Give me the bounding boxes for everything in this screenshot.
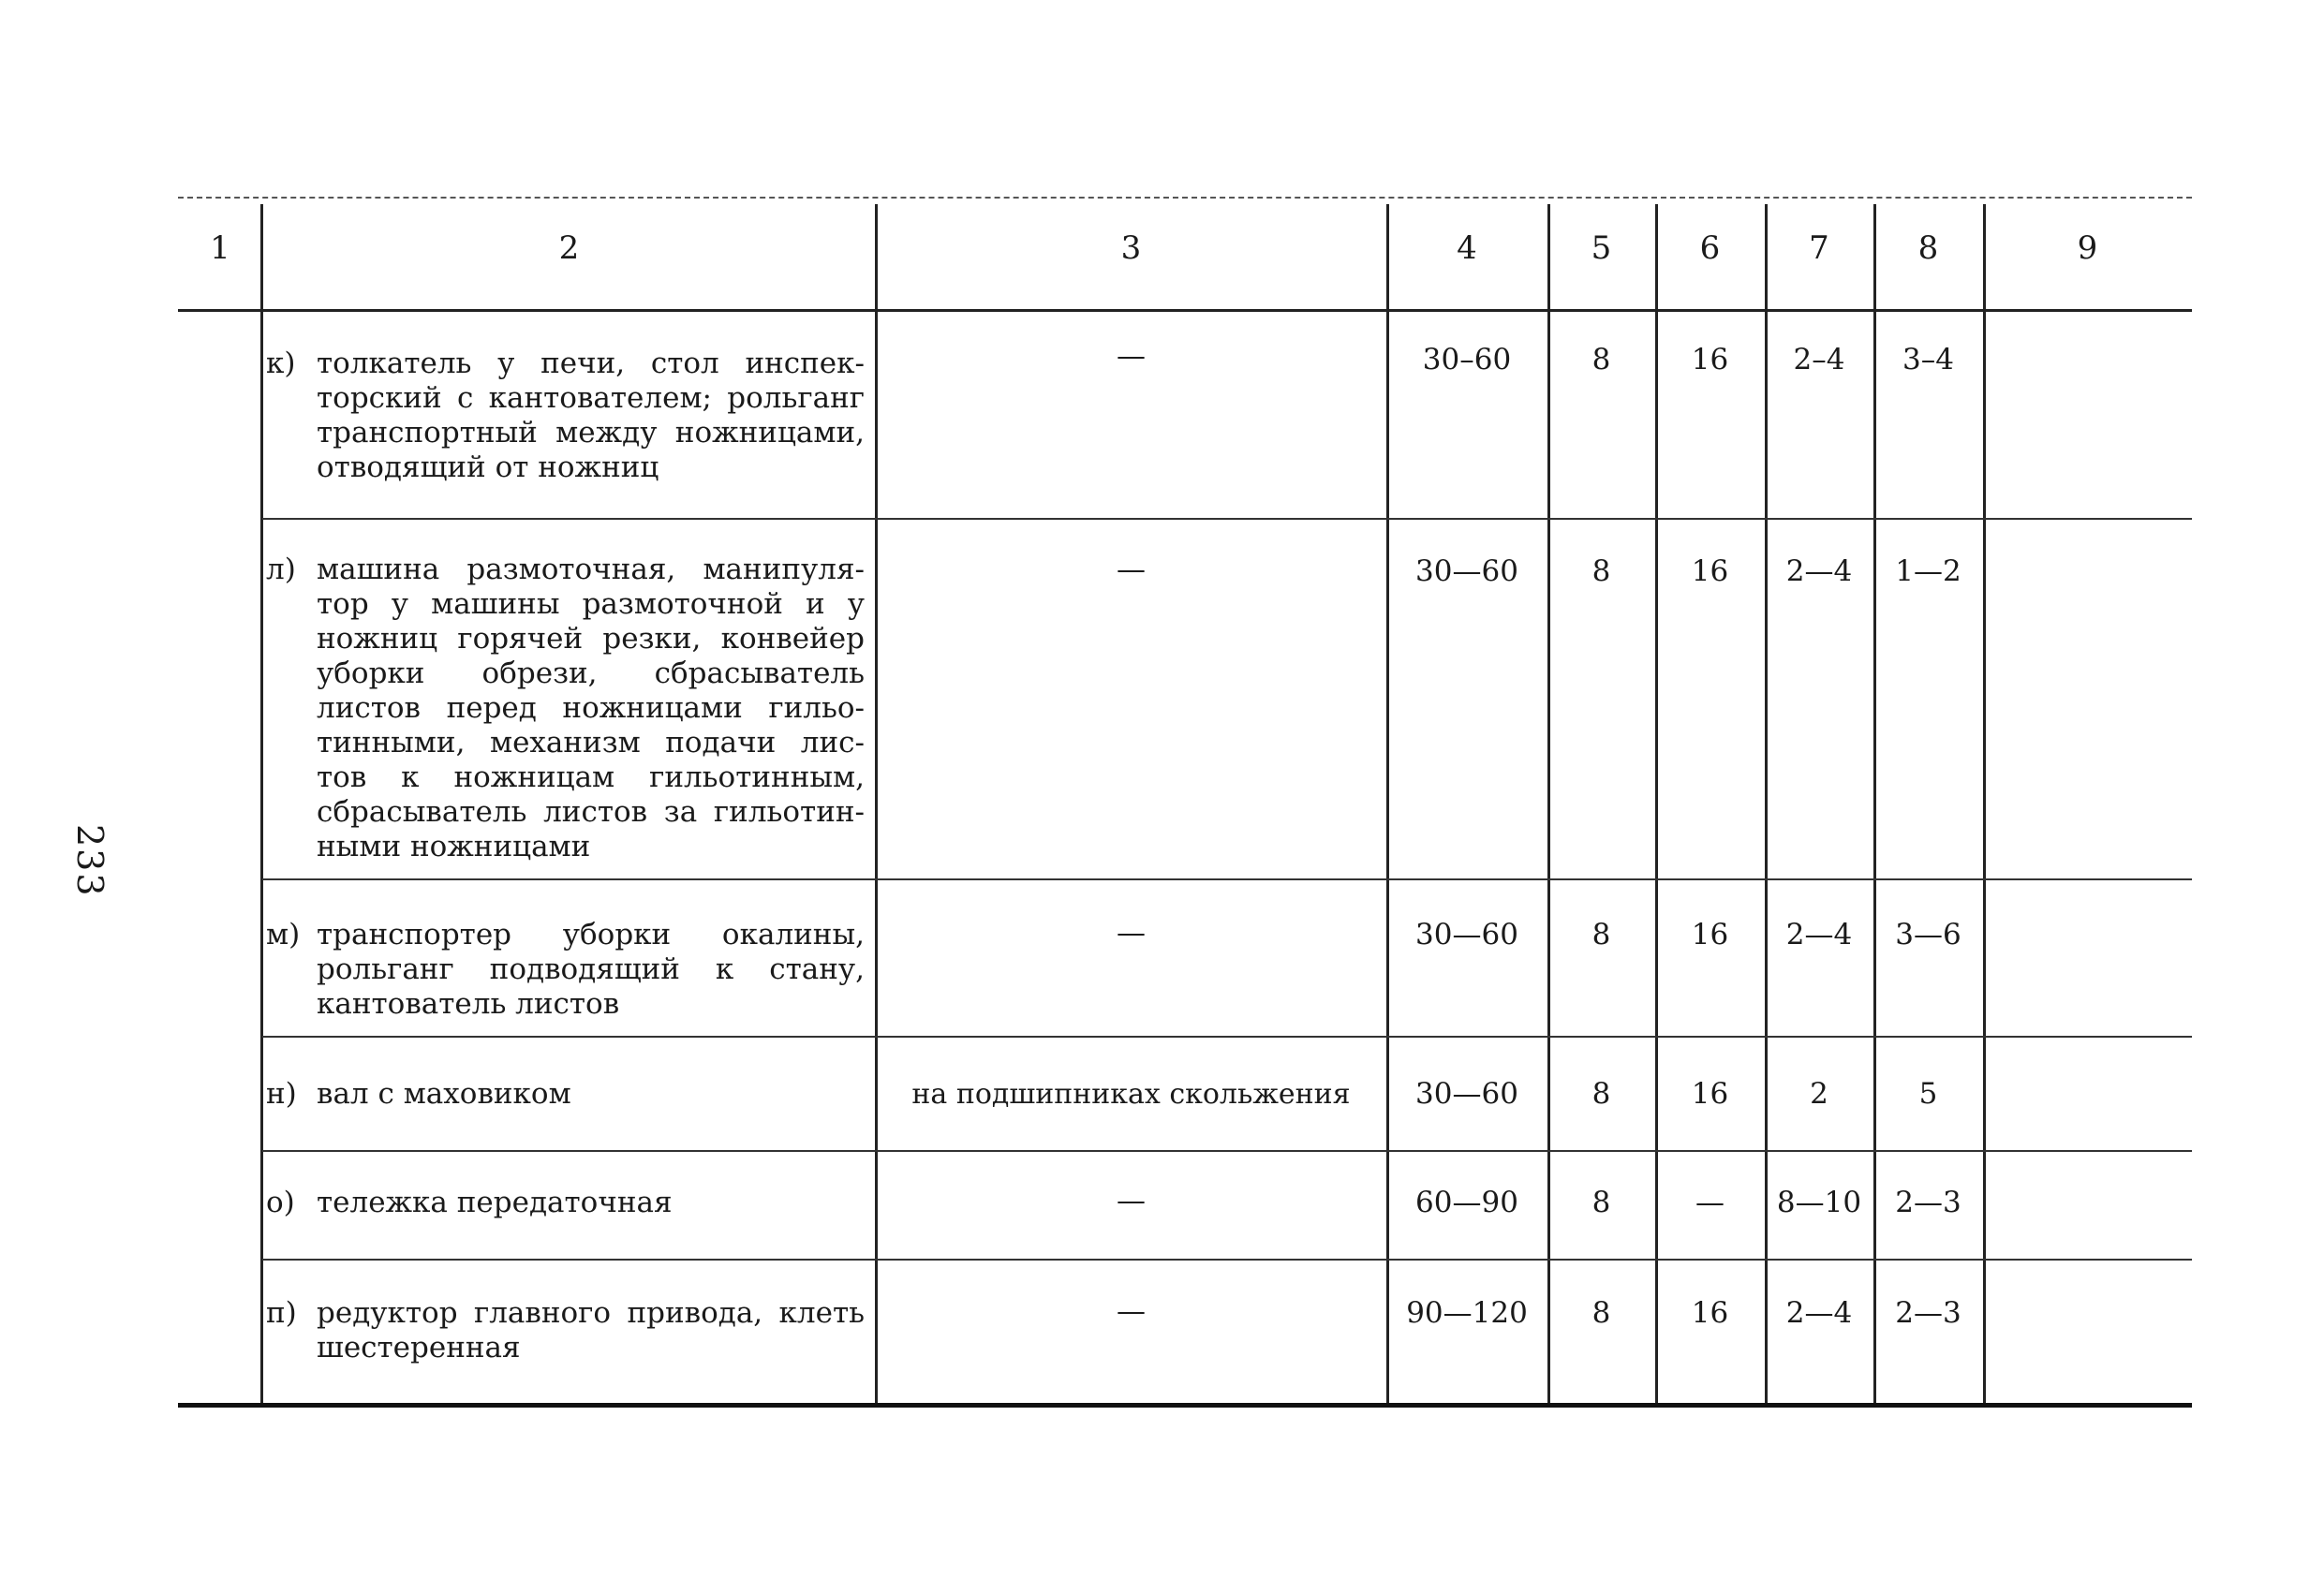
table-bottom-rule: [178, 1403, 2192, 1408]
column-divider: [1386, 204, 1389, 1403]
row-divider: [262, 878, 2192, 880]
row-col3: на подшипниках скольжения: [911, 1078, 1351, 1111]
row-letter: п): [266, 1296, 297, 1330]
header-col-9: 9: [2077, 229, 2098, 267]
header-col-7: 7: [1809, 229, 1829, 267]
row-col5: 8: [1591, 918, 1611, 951]
header-col-8: 8: [1917, 229, 1939, 267]
row-col4: 30—60: [1415, 1077, 1518, 1111]
row-col4: 30—60: [1415, 918, 1518, 951]
row-col5: 8: [1591, 1296, 1611, 1330]
page-number: 233: [69, 824, 111, 898]
row-col4: 90—120: [1406, 1296, 1528, 1330]
row-col5: 8: [1591, 343, 1611, 376]
row-col6: 16: [1691, 918, 1729, 951]
column-divider: [1765, 204, 1768, 1403]
row-name: толкатель у печи, стол инспек-торский с кантователем; рольганг транспортный между ножницами, отводящий от ножниц: [317, 347, 865, 484]
column-divider: [1983, 204, 1986, 1403]
row-col6: 16: [1691, 554, 1729, 588]
header-col-1: 1: [210, 229, 230, 267]
row-col6: 16: [1691, 1296, 1729, 1330]
column-divider: [1655, 204, 1658, 1403]
row-col3: —: [1117, 916, 1146, 950]
row-letter: л): [266, 553, 296, 586]
row-letter: н): [266, 1077, 297, 1111]
table-header-rule: [178, 309, 2192, 312]
row-col4: 30–60: [1422, 343, 1512, 376]
row-col6: 16: [1691, 1077, 1729, 1111]
row-col3: —: [1117, 339, 1146, 373]
row-divider: [262, 1036, 2192, 1038]
header-col-4: 4: [1457, 229, 1477, 267]
row-letter: м): [266, 918, 301, 951]
row-name: тележка передаточная: [317, 1186, 673, 1219]
header-col-5: 5: [1591, 229, 1612, 267]
row-col7: 2–4: [1793, 343, 1845, 376]
row-col7: 2: [1810, 1077, 1828, 1111]
row-col8: 3—6: [1895, 918, 1961, 951]
row-col3: —: [1117, 1294, 1146, 1328]
row-col8: 3–4: [1902, 343, 1954, 376]
row-name: машина размоточная, манипуля-тор у машины размоточной и у ножниц горячей резки, конвейер уборки обрези, сбрасыватель листов перед ножницами гильо-тинными, механизм подачи лис-тов к ножницам гильотинным, сбрасыватель листов за гильотин-ными ножницами: [317, 553, 865, 863]
row-col4: 60—90: [1415, 1186, 1518, 1219]
column-divider: [1873, 204, 1876, 1403]
table-top-rule: [178, 197, 2192, 199]
header-col-3: 3: [1120, 229, 1142, 267]
row-letter: о): [266, 1186, 295, 1219]
header-col-6: 6: [1699, 229, 1721, 267]
row-col6: —: [1695, 1186, 1724, 1219]
row-name: вал с маховиком: [317, 1077, 571, 1111]
row-letter: к): [266, 347, 296, 380]
row-divider: [262, 1150, 2192, 1152]
column-divider: [875, 204, 878, 1403]
row-col3: —: [1117, 1184, 1146, 1217]
row-divider: [262, 1259, 2192, 1261]
row-col7: 2—4: [1785, 1296, 1853, 1330]
row-col7: 2—4: [1785, 554, 1853, 588]
column-divider: [1547, 204, 1550, 1403]
row-col7: 2—4: [1785, 918, 1853, 951]
row-col6: 16: [1691, 343, 1729, 376]
row-col5: 8: [1591, 554, 1611, 588]
row-col8: 5: [1918, 1077, 1938, 1111]
row-col8: 2—3: [1895, 1296, 1961, 1330]
row-col5: 8: [1591, 1077, 1611, 1111]
row-col4: 30—60: [1415, 554, 1518, 588]
row-col7: 8—10: [1776, 1186, 1862, 1219]
column-divider: [260, 204, 263, 1403]
row-name: транспортер уборки окалины, рольганг подводящий к стану, кантователь листов: [317, 918, 865, 1021]
row-col8: 1—2: [1895, 554, 1961, 588]
row-col5: 8: [1591, 1186, 1611, 1219]
row-col8: 2—3: [1895, 1186, 1961, 1219]
header-col-2: 2: [558, 229, 580, 267]
row-name: редуктор главного привода, клеть шестеренная: [317, 1296, 865, 1364]
row-col3: —: [1117, 553, 1146, 586]
row-divider: [262, 518, 2192, 520]
